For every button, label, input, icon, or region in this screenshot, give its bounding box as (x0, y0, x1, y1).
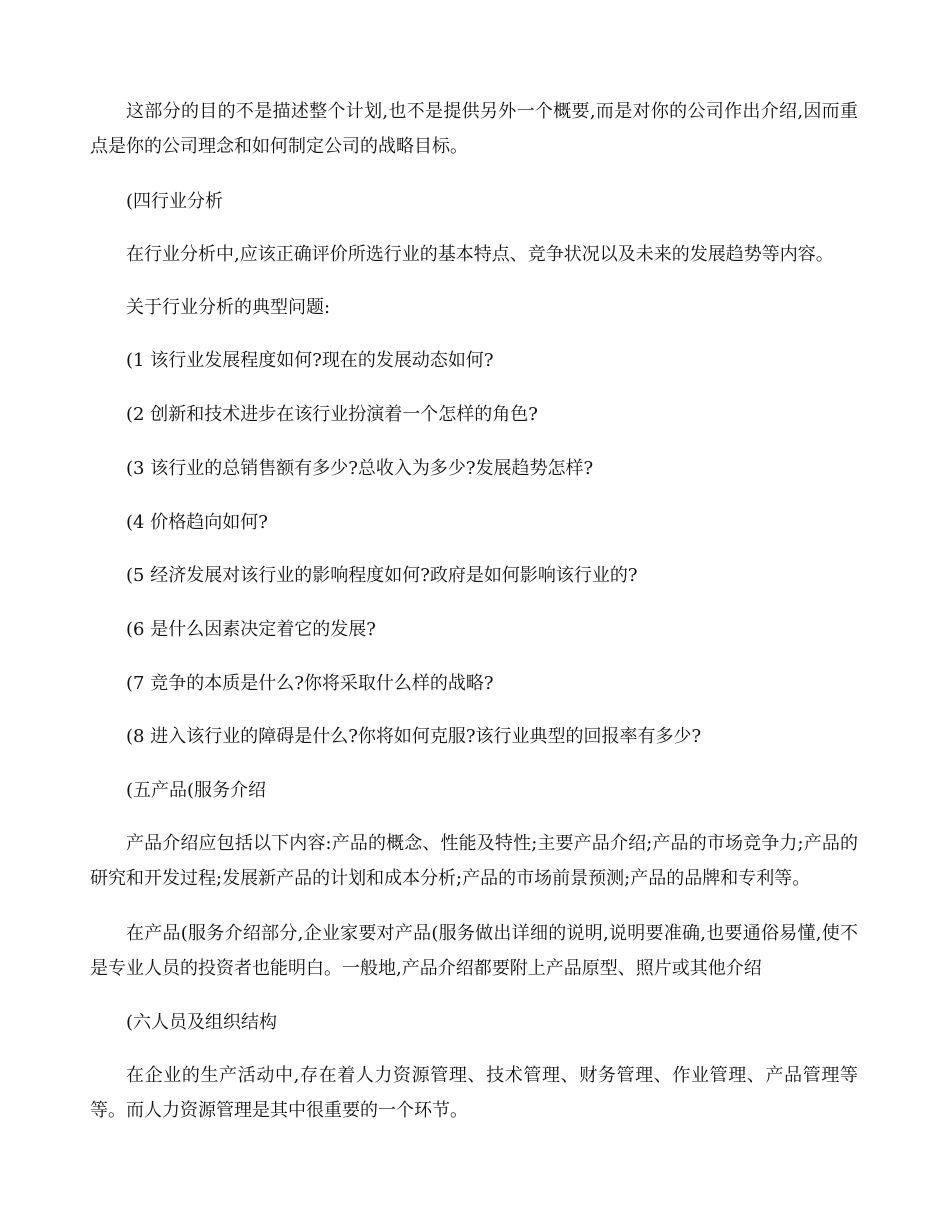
industry-analysis-paragraph: 在行业分析中,应该正确评价所选行业的基本特点、竞争状况以及未来的发展趋势等内容。 (126, 244, 834, 265)
section-heading-personnel: (六人员及组织结构 (126, 1012, 278, 1033)
question-item: (2 创新和技术进步在该行业扮演着一个怎样的角色? (126, 404, 538, 425)
personnel-paragraph: 在企业的生产活动中,存在着人力资源管理、技术管理、财务管理、作业管理、产品管理等等。而人力资源管理是其中很重要的一个环节。 (90, 1065, 858, 1121)
product-detail-paragraph: 在产品(服务介绍部分,企业家要对产品(服务做出详细的说明,说明要准确,也要通俗易懂,使不是专业人员的投资者也能明白。一般地,产品介绍都要附上产品原型、照片或其他介绍 (90, 923, 858, 979)
section-heading-industry-analysis: (四行业分析 (126, 191, 224, 212)
question-item: (5 经济发展对该行业的影响程度如何?政府是如何影响该行业的? (126, 565, 638, 586)
question-item: (8 进入该行业的障碍是什么?你将如何克服?该行业典型的回报率有多少? (126, 726, 702, 747)
intro-paragraph: 这部分的目的不是描述整个计划,也不是提供另外一个概要,而是对你的公司作出介绍,因而重点是你的公司理念和如何制定公司的战略目标。 (90, 101, 858, 157)
question-item: (6 是什么因素决定着它的发展? (126, 619, 376, 640)
product-intro-paragraph: 产品介绍应包括以下内容:产品的概念、性能及特性;主要产品介绍;产品的市场竞争力;产品的研究和开发过程;发展新产品的计划和成本分析;产品的市场前景预测;产品的品牌和专利等。 (90, 833, 858, 889)
typical-questions-heading: 关于行业分析的典型问题: (126, 297, 331, 318)
section-heading-products: (五产品(服务介绍 (126, 780, 267, 801)
question-item: (4 价格趋向如何? (126, 512, 268, 533)
question-item: (1 该行业发展程度如何?现在的发展动态如何? (126, 350, 494, 371)
question-item: (3 该行业的总销售额有多少?总收入为多少?发展趋势怎样? (126, 458, 594, 479)
question-item: (7 竞争的本质是什么?你将采取什么样的战略? (126, 673, 494, 694)
